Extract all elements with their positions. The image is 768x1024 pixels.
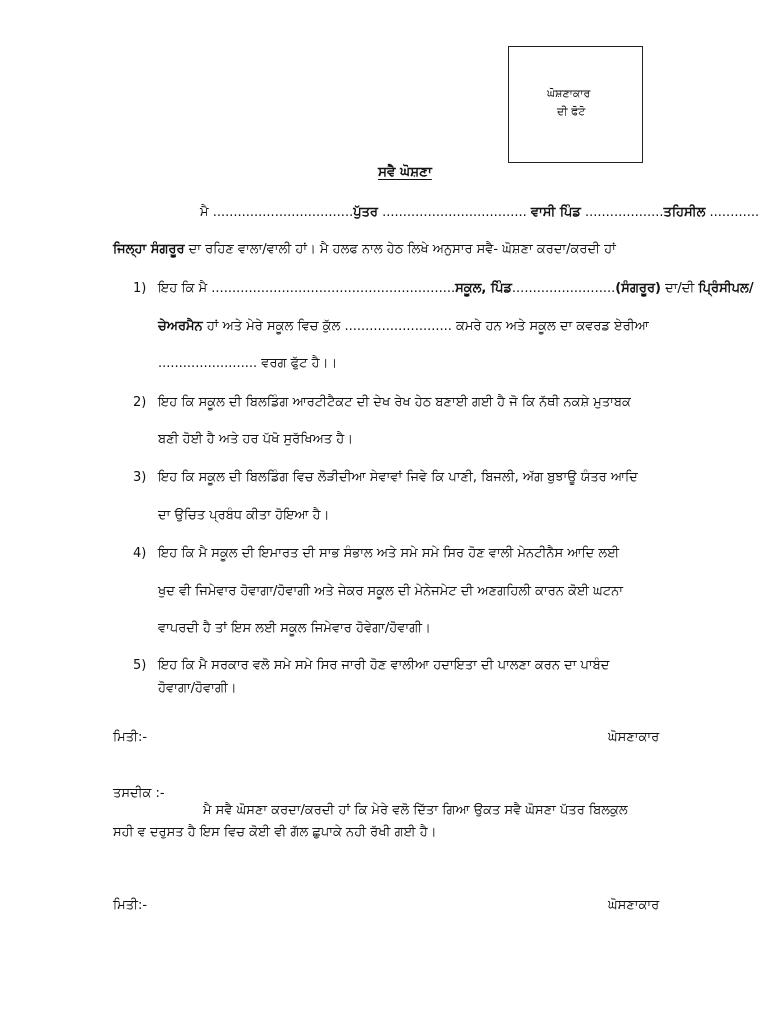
intro-dots-4: ............ (709, 205, 760, 220)
intro-zila: ਜਿਲ੍ਹਾ ਸੰਗਰੂਰ (113, 242, 185, 257)
item-1-chairman: ਚੇਅਰਮੈਨ (158, 319, 203, 334)
item-1-sangrur: (ਸੰਗਰੂਰ) (615, 281, 661, 296)
item-2-number: 2) (133, 395, 147, 410)
item-5-line-2: ਹੋਵਾਗਾ/ਹੋਵਾਗੀ। (158, 681, 237, 696)
intro-me: ਮੈ (200, 205, 209, 220)
intro-dots-3: ................... (585, 205, 664, 220)
item-1-text-a: ਇਹ ਕਿ ਮੈ (158, 281, 212, 296)
date-label-1: ਮਿਤੀ:- (113, 730, 148, 745)
item-3-line-1: ਇਹ ਕਿ ਸਕੂਲ ਦੀ ਬਿਲਡਿੰਗ ਵਿਚ ਲੋੜੀਦੀਆ ਸੇਵਾਵਾਂ ਜਿਵੇ ਕਿ ਪਾਣੀ, ਬਿਜਲੀ, ਅੱਗ ਬੁਝਾਊ ਯੰਤਰ ਆਦਿ (158, 470, 638, 485)
item-1-principal: ਪ੍ਰਿੰਸੀਪਲ/ (698, 281, 754, 296)
photo-label-line2: ਦੀ ਫੋਟੋ (557, 105, 586, 118)
item-1-school-pind: ਸਕੂਲ, ਪਿੰਡ (455, 281, 512, 296)
verification-line-1: ਮੈ ਸਵੈ ਘੋਸਣਾ ਕਰਦਾ/ਕਰਦੀ ਹਾਂ ਕਿ ਮੇਰੇ ਵਲੋ ਦਿੱਤਾ ਗਿਆ ਉਕਤ ਸਵੈ ਘੋਸਣਾ ਪੱਤਰ ਬਿਲਕੁਲ (203, 803, 628, 818)
item-4-line-1: ਇਹ ਕਿ ਮੈ ਸਕੂਲ ਦੀ ਇਮਾਰਤ ਦੀ ਸਾਭ ਸੰਭਾਲ ਅਤੇ ਸਮੇ ਸਮੇ ਸਿਰ ਹੋਣ ਵਾਲੀ ਮੇਨਟੀਨੈਸ ਆਦਿ ਲਈ (158, 546, 620, 561)
item-1-dots-2: ......................... (511, 281, 616, 296)
item-3-line-2: ਦਾ ਉਚਿਤ ਪ੍ਰਬੰਧ ਕੀਤਾ ਹੋਇਆ ਹੈ। (158, 508, 330, 523)
intro-dots-2: ................................... (382, 205, 527, 220)
item-3-number: 3) (133, 470, 147, 485)
item-5-number: 5) (133, 658, 147, 673)
intro-rest: ਦਾ ਰਹਿਣ ਵਾਲਾ/ਵਾਲੀ ਹਾਂ। ਮੈ ਹਲਫ ਨਾਲ ਹੇਠ ਲਿਖੇ ਅਨੁਸਾਰ ਸਵੈ- ਘੋਸ਼ਣਾ ਕਰਦਾ/ਕਰਦੀ ਹਾਂ (184, 242, 616, 257)
intro-line-1 (200, 205, 759, 220)
page-title: ਸਵੈ ਘੋਸ਼ਣਾ (378, 164, 432, 180)
item-5-line-1: ਇਹ ਕਿ ਮੈ ਸਰਕਾਰ ਵਲੋ ਸਮੇ ਸਮੇ ਸਿਰ ਜਾਰੀ ਹੋਣ ਵਾਲੀਆ ਹਦਾਇਤਾ ਦੀ ਪਾਲਣਾ ਕਰਨ ਦਾ ਪਾਬੰਦ (158, 658, 610, 673)
item-1-line-3: ........................ ਵਰਗ ਫੁੱਟ ਹੈ।। (158, 356, 338, 371)
photo-label-line1: ਘੋਸ਼ਣਾਕਾਰ (547, 87, 591, 100)
item-2-line-1: ਇਹ ਕਿ ਸਕੂਲ ਦੀ ਬਿਲਡਿੰਗ ਆਰਟੀਟੈਕਟ ਦੀ ਦੇਖ ਰੇਖ ਹੇਠ ਬਣਾਈ ਗਈ ਹੈ ਜੋ ਕਿ ਨੱਥੀ ਨਕਸ਼ੇ ਮੁਤਾਬਕ (158, 395, 631, 410)
intro-tehsil: ਤਹਿਸੀਲ (663, 205, 706, 220)
item-4-number: 4) (133, 546, 147, 561)
item-4-line-2: ਖੁਦ ਵੀ ਜਿਮੇਵਾਰ ਹੋਵਾਗਾ/ਹੋਵਾਗੀ ਅਤੇ ਜੇਕਰ ਸਕੂਲ ਦੀ ਮੇਨੇਜਮੇਟ ਦੀ ਅਣਗਹਿਲੀ ਕਾਰਨ ਕੋਈ ਘਟਨਾ (158, 584, 623, 599)
date-label-2: ਮਿਤੀ:- (113, 898, 148, 913)
intro-dots-1: .................................. (212, 205, 354, 220)
intro-puttar: ਪੁੱਤਰ (353, 205, 378, 220)
item-1-rooms-text: ਹਾਂ ਅਤੇ ਮੇਰੇ ਸਕੂਲ ਵਿਚ ਕੁੱਲ .......................... ਕਮਰੇ ਹਨ ਅਤੇ ਸਕੂਲ ਦਾ ਕਵਰਡ ਏਰੀਆ (202, 319, 649, 334)
photo-box (508, 46, 643, 163)
item-1-number: 1) (133, 281, 147, 296)
intro-vasi-pind: ਵਾਸੀ ਪਿੰਡ (530, 205, 581, 220)
item-1-line-2 (158, 319, 649, 334)
intro-line-2 (113, 242, 616, 257)
item-4-line-3: ਵਾਪਰਦੀ ਹੈ ਤਾਂ ਇਸ ਲਈ ਸਕੂਲ ਜਿਮੇਵਾਰ ਹੋਵੇਗਾ/ਹੋਵਾਗੀ। (158, 621, 431, 636)
declarant-label-1: ਘੋਸਣਾਕਾਰ (608, 730, 660, 745)
item-1-da-di: ਦਾ/ਦੀ (660, 281, 699, 296)
item-1-line-1 (158, 281, 754, 296)
verification-label: ਤਸਦੀਕ :- (113, 786, 165, 801)
declarant-label-2: ਘੋਸਣਾਕਾਰ (608, 898, 660, 913)
item-2-line-2: ਬਣੀ ਹੋਈ ਹੈ ਅਤੇ ਹਰ ਪੱਖੋ ਸੁਰੱਖਿਅਤ ਹੈ। (158, 432, 354, 447)
verification-line-2: ਸਹੀ ਵ ਦਰੁਸਤ ਹੈ ਇਸ ਵਿਚ ਕੋਈ ਵੀ ਗੱਲ ਛੁਪਾਕੇ ਨਹੀ ਰੱਖੀ ਗਈ ਹੈ। (113, 825, 437, 840)
item-1-dots: ........................................................... (211, 281, 456, 296)
